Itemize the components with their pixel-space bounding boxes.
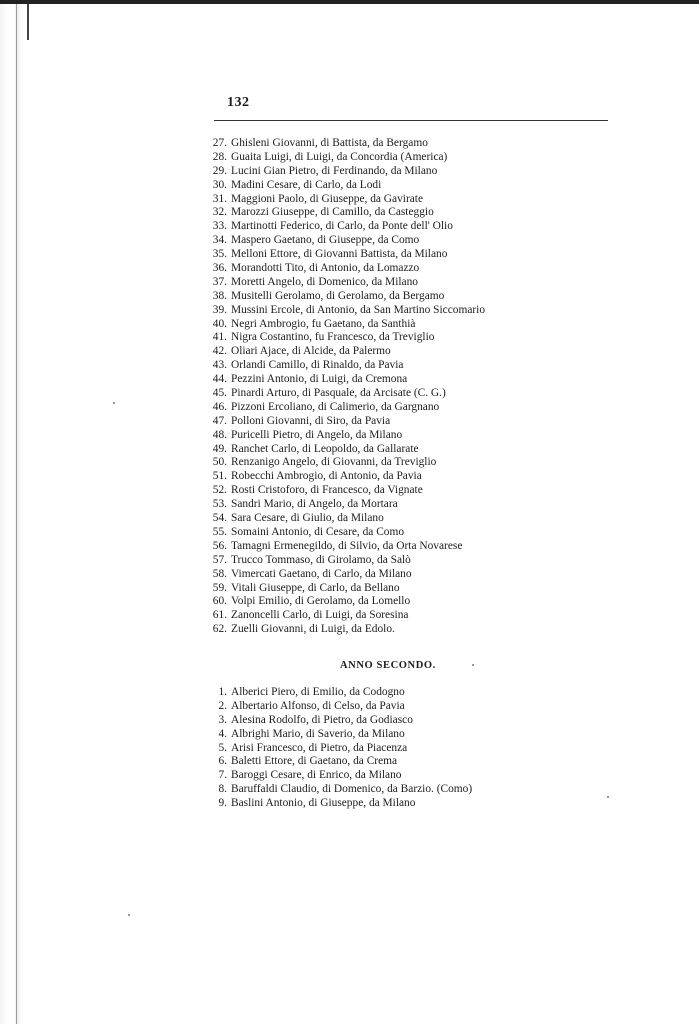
entry-text: Alberici Piero, di Emilio, da Codogno xyxy=(231,686,405,698)
entry-text: Ranchet Carlo, di Leopoldo, da Gallarate xyxy=(231,442,419,455)
entry-number: 34. xyxy=(212,234,227,247)
entry-text: Polloni Giovanni, di Siro, da Pavia xyxy=(231,414,391,427)
entry-text: Maggioni Paolo, di Giuseppe, da Gavirate xyxy=(231,192,424,205)
list-entry xyxy=(200,137,620,151)
list-entry xyxy=(200,526,620,540)
entry-number: 43. xyxy=(212,359,227,372)
entry-text: Pinardi Arturo, di Pasquale, da Arcisate (C. G.) xyxy=(231,387,446,400)
list-entry xyxy=(200,331,620,345)
list-entry xyxy=(200,484,620,498)
page-number: 132 xyxy=(227,95,250,110)
entry-text: Guaita Luigi, di Luigi, da Concordia (America) xyxy=(231,150,448,163)
entry-number: 59. xyxy=(212,581,227,594)
entry-number: 41. xyxy=(212,331,227,344)
entry-number: 3. xyxy=(218,713,227,726)
list-entry xyxy=(200,582,620,596)
list-entry xyxy=(200,769,620,783)
entry-text: Vitali Giuseppe, di Carlo, da Bellano xyxy=(231,581,400,594)
entry-number: 29. xyxy=(212,164,227,177)
entry-number: 38. xyxy=(212,289,227,302)
entry-number: 49. xyxy=(212,442,227,455)
entry-number: 54. xyxy=(212,512,227,525)
entry-text: Mussini Ercole, di Antonio, da San Martino Siccomario xyxy=(231,303,486,316)
list-entry xyxy=(200,797,620,811)
paper-speck xyxy=(113,402,115,404)
list-entry xyxy=(200,498,620,512)
entry-text: Renzanigo Angelo, di Giovanni, da Treviglio xyxy=(231,456,437,469)
entry-text: Puricelli Pietro, di Angelo, da Milano xyxy=(231,428,403,441)
entry-number: 61. xyxy=(212,609,227,622)
paper-speck xyxy=(472,664,474,666)
entry-text: Trucco Tommaso, di Girolamo, da Salò xyxy=(231,553,411,566)
entry-number: 46. xyxy=(212,400,227,413)
entry-text: Martinotti Federico, di Carlo, da Ponte dell' Olio xyxy=(231,220,453,233)
list-entry xyxy=(200,470,620,484)
entry-text: Sara Cesare, di Giulio, da Milano xyxy=(231,512,384,525)
list-entry xyxy=(200,700,620,714)
list-entry xyxy=(200,262,620,276)
list-entry xyxy=(200,276,620,290)
list-entry xyxy=(200,540,620,554)
entry-number: 62. xyxy=(212,623,227,636)
list-entry xyxy=(200,609,620,623)
binding-mark xyxy=(27,0,29,40)
entry-number: 36. xyxy=(212,262,227,275)
entry-number: 42. xyxy=(212,345,227,358)
binding-fold-line xyxy=(16,0,17,1024)
list-entry xyxy=(200,686,620,700)
entry-number: 6. xyxy=(218,755,227,768)
entry-text: Ghisleni Giovanni, di Battista, da Bergamo xyxy=(231,137,428,149)
list-entry xyxy=(200,554,620,568)
entry-text: Albertario Alfonso, di Celso, da Pavia xyxy=(231,699,405,712)
entry-number: 53. xyxy=(212,498,227,511)
entry-number: 32. xyxy=(212,206,227,219)
entry-number: 30. xyxy=(212,178,227,191)
entry-number: 56. xyxy=(212,539,227,552)
page-top-edge xyxy=(0,0,699,4)
entry-number: 9. xyxy=(218,797,227,810)
list-entry xyxy=(200,234,620,248)
list-entry xyxy=(200,401,620,415)
entry-text: Zanoncelli Carlo, di Luigi, da Soresina xyxy=(231,609,409,622)
page-binding-edge xyxy=(0,0,22,1024)
entry-number: 57. xyxy=(212,553,227,566)
entry-number: 58. xyxy=(212,567,227,580)
entry-number: 7. xyxy=(218,769,227,782)
list-entry xyxy=(200,179,620,193)
list-entry xyxy=(200,456,620,470)
entry-number: 5. xyxy=(218,741,227,754)
entry-text: Robecchi Ambrogio, di Antonio, da Pavia xyxy=(231,470,422,483)
entry-text: Sandri Mario, di Angelo, da Mortara xyxy=(231,498,398,511)
list-entry xyxy=(200,415,620,429)
entry-text: Arisi Francesco, di Pietro, da Piacenza xyxy=(231,741,408,754)
list-entry xyxy=(200,742,620,756)
entry-number: 39. xyxy=(212,303,227,316)
entry-text: Moretti Angelo, di Domenico, da Milano xyxy=(231,275,418,288)
list-entry xyxy=(200,151,620,165)
entry-text: Lucini Gian Pietro, di Ferdinando, da Milano xyxy=(231,164,438,177)
list-entry xyxy=(200,755,620,769)
entry-number: 27. xyxy=(212,137,227,149)
list-entry xyxy=(200,512,620,526)
entry-text: Morandotti Tito, di Antonio, da Lomazzo xyxy=(231,262,420,275)
list-entry xyxy=(200,387,620,401)
entry-number: 60. xyxy=(212,595,227,608)
entry-number: 33. xyxy=(212,220,227,233)
entry-number: 50. xyxy=(212,456,227,469)
entry-text: Alesina Rodolfo, di Pietro, da Godiasco xyxy=(231,713,413,726)
paper-speck xyxy=(128,914,130,916)
list-entry xyxy=(200,165,620,179)
list-entry xyxy=(200,443,620,457)
entry-number: 40. xyxy=(212,317,227,330)
entry-number: 2. xyxy=(218,699,227,712)
entry-number: 35. xyxy=(212,248,227,261)
entry-number: 37. xyxy=(212,275,227,288)
list-entry xyxy=(200,248,620,262)
entry-text: Baruffaldi Claudio, di Domenico, da Barzio. (Como) xyxy=(231,783,473,796)
entry-text: Rosti Cristoforo, di Francesco, da Vignate xyxy=(231,484,423,497)
entry-text: Volpi Emilio, di Gerolamo, da Lomello xyxy=(231,595,411,608)
entry-text: Madini Cesare, di Carlo, da Lodi xyxy=(231,178,382,191)
entry-number: 45. xyxy=(212,387,227,400)
entry-text: Zuelli Giovanni, di Luigi, da Edolo. xyxy=(231,623,395,636)
entry-number: 55. xyxy=(212,525,227,538)
list-entry xyxy=(200,193,620,207)
list-entry xyxy=(200,714,620,728)
student-list-year-two xyxy=(200,686,620,811)
entry-text: Oliari Ajace, di Alcide, da Palermo xyxy=(231,345,391,358)
entry-number: 4. xyxy=(218,727,227,740)
entry-text: Musitelli Gerolamo, di Gerolamo, da Bergamo xyxy=(231,289,445,302)
list-entry xyxy=(200,373,620,387)
list-entry xyxy=(200,290,620,304)
paper-speck xyxy=(607,796,609,798)
entry-number: 51. xyxy=(212,470,227,483)
entry-text: Albrighi Mario, di Saverio, da Milano xyxy=(231,727,405,740)
entry-text: Somaini Antonio, di Cesare, da Como xyxy=(231,525,405,538)
entry-text: Baletti Ettore, di Gaetano, da Crema xyxy=(231,755,398,768)
entry-number: 28. xyxy=(212,150,227,163)
list-entry xyxy=(200,206,620,220)
entry-number: 52. xyxy=(212,484,227,497)
entry-number: 31. xyxy=(212,192,227,205)
entry-number: 8. xyxy=(218,783,227,796)
entry-number: 48. xyxy=(212,428,227,441)
entry-text: Nigra Costantino, fu Francesco, da Treviglio xyxy=(231,331,435,344)
entry-number: 47. xyxy=(212,414,227,427)
header-rule xyxy=(214,120,608,121)
list-entry xyxy=(200,345,620,359)
list-entry xyxy=(200,568,620,582)
entry-text: Vimercati Gaetano, di Carlo, da Milano xyxy=(231,567,412,580)
list-entry xyxy=(200,220,620,234)
entry-number: 1. xyxy=(218,686,227,698)
entry-text: Tamagni Ermenegildo, di Silvio, da Orta Novarese xyxy=(231,539,463,552)
list-entry xyxy=(200,304,620,318)
student-list-year-one xyxy=(200,137,620,637)
entry-text: Pizzoni Ercoliano, di Calimerio, da Gargnano xyxy=(231,400,440,413)
entry-text: Baroggi Cesare, di Enrico, da Milano xyxy=(231,769,402,782)
list-entry xyxy=(200,728,620,742)
list-entry xyxy=(200,429,620,443)
entry-text: Negri Ambrogio, fu Gaetano, da Santhià xyxy=(231,317,416,330)
entry-text: Marozzi Giuseppe, di Camillo, da Casteggio xyxy=(231,206,434,219)
entry-text: Pezzini Antonio, di Luigi, da Cremona xyxy=(231,373,408,386)
list-entry xyxy=(200,359,620,373)
entry-text: Baslini Antonio, di Giuseppe, da Milano xyxy=(231,797,416,810)
list-entry xyxy=(200,595,620,609)
list-entry xyxy=(200,318,620,332)
entry-text: Orlandi Camillo, di Rinaldo, da Pavia xyxy=(231,359,404,372)
list-entry xyxy=(200,623,620,637)
entry-text: Maspero Gaetano, di Giuseppe, da Como xyxy=(231,234,420,247)
entry-text: Melloni Ettore, di Giovanni Battista, da Milano xyxy=(231,248,448,261)
entry-number: 44. xyxy=(212,373,227,386)
list-entry xyxy=(200,783,620,797)
section-heading-anno-secondo: ANNO SECONDO. xyxy=(340,660,436,671)
